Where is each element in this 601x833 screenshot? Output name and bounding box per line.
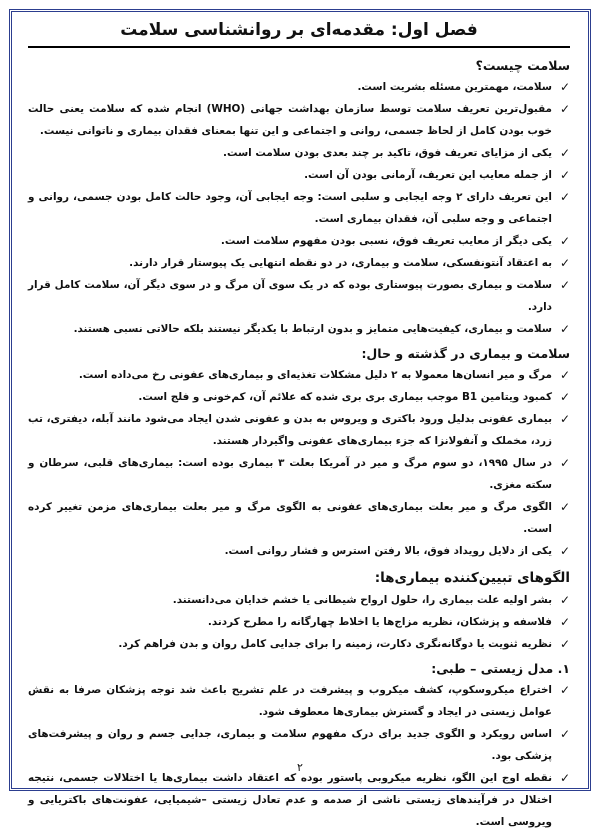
list-item-text: مقبول‌ترین تعریف سلامت توسط سازمان بهداشت جهانی (WHO) انجام شده که سلامت یعنی حالت خوب بودن کامل از لحاظ جسمی، روانی و اجتماعی و این تنها بمعنای فقدان بیماری و ناتوانی نیست. (28, 103, 552, 137)
list-item (28, 496, 570, 540)
check-icon: ✓ (559, 615, 570, 629)
list-item (28, 318, 570, 340)
list-item-text: سلامت و بیماری، کیفیت‌هایی متمایز و بدون ارتباط با یکدیگر نیستند بلکه حالاتی نسبی هستند. (73, 323, 552, 335)
list-item-text: به اعتقاد آنتونفسکی، سلامت و بیماری، در دو نقطه انتهایی یک پیوستار قرار دارند. (129, 257, 552, 269)
check-icon: ✓ (559, 190, 570, 204)
list-item (28, 230, 570, 252)
check-icon: ✓ (559, 727, 570, 741)
list-item-text: بیماری عفونی بدلیل ورود باکتری و ویروس به بدن و عفونی شدن ایجاد می‌شود مانند آبله، دیفتری، تب زرد، مخملک و آنفولانزا که جزء بیماری‌های عفونی واگیردار هستند. (28, 413, 552, 447)
bullet-list (28, 76, 570, 340)
section-heading: سلامت و بیماری در گذشته و حال: (361, 346, 570, 361)
list-item-text: الگوی مرگ و میر بعلت بیماری‌های عفونی به الگوی مرگ و میر بعلت بیماری‌های مزمن تغییر کرده است. (28, 501, 552, 535)
bullet-list (28, 364, 570, 562)
list-item (28, 679, 570, 723)
list-item-text: نقطه اوج این الگو، نظریه میکروبی پاستور بوده که اعتقاد داشت بیماری‌ها یا اختلالات جسمی، نتیجه اختلال در فرآیندهای زیستی ناشی از صدمه و عدم تعادل زیستی –شیمیایی، عفونت‌های باکتریایی و ویروسی است. (28, 772, 552, 828)
list-item-text: یکی از مزایای تعریف فوق، تاکید بر چند بعدی بودن سلامت است. (223, 147, 552, 159)
check-icon: ✓ (559, 234, 570, 248)
list-item (28, 186, 570, 230)
page-frame (9, 9, 591, 828)
list-item-text: سلامت، مهمترین مسئله بشریت است. (357, 81, 552, 93)
document-content (28, 20, 570, 828)
check-icon: ✓ (559, 412, 570, 426)
list-item (28, 164, 570, 186)
section-heading: سلامت چیست؟ (475, 58, 570, 73)
check-icon: ✓ (559, 168, 570, 182)
section-heading: ۱. مدل زیستی – طبی: (431, 661, 570, 676)
list-item (28, 452, 570, 496)
list-item-text: یکی از دلایل رویداد فوق، بالا رفتن استرس و فشار روانی است. (224, 545, 552, 557)
bullet-list (28, 589, 570, 655)
list-item-text: بشر اولیه علت بیماری را، حلول ارواح شیطانی یا خشم خدایان می‌دانستند. (172, 594, 552, 606)
list-item (28, 386, 570, 408)
check-icon: ✓ (559, 593, 570, 607)
list-item (28, 364, 570, 386)
list-item-text: سلامت و بیماری بصورت پیوستاری بوده که در یک سوی آن مرگ و در سوی دیگر آن، سلامت کامل قرار دارد. (28, 279, 552, 313)
list-item (28, 142, 570, 164)
list-item (28, 76, 570, 98)
list-item-text: کمبود ویتامین B1 موجب بیماری بری بری شده که علائم آن، کم‌خونی و فلج است. (138, 391, 552, 403)
check-icon: ✓ (559, 256, 570, 270)
check-icon: ✓ (559, 637, 570, 651)
check-icon: ✓ (559, 771, 570, 785)
list-item (28, 540, 570, 562)
list-item-text: یکی دیگر از معایب تعریف فوق، نسبی بودن مفهوم سلامت است. (220, 235, 552, 247)
check-icon: ✓ (559, 80, 570, 94)
list-item-text: اختراع میکروسکوپ، کشف میکروب و پیشرفت در علم تشریح باعث شد توجه پزشکان صرفا به نقش عوامل زیستی در ایجاد و گسترش بیماری‌ها معطوف شود. (28, 684, 552, 718)
check-icon: ✓ (559, 456, 570, 470)
list-item (28, 408, 570, 452)
list-item (28, 633, 570, 655)
check-icon: ✓ (559, 390, 570, 404)
section-heading: الگوهای تبیین‌کننده بیماری‌ها: (374, 570, 570, 586)
check-icon: ✓ (559, 368, 570, 382)
check-icon: ✓ (559, 500, 570, 514)
list-item-text: از جمله معایب این تعریف، آرمانی بودن آن است. (304, 169, 552, 181)
check-icon: ✓ (559, 102, 570, 116)
check-icon: ✓ (559, 683, 570, 697)
check-icon: ✓ (559, 322, 570, 336)
sections-container (28, 58, 570, 833)
list-item (28, 98, 570, 142)
page-number: ۲ (297, 761, 303, 774)
bullet-list (28, 679, 570, 833)
list-item (28, 611, 570, 633)
check-icon: ✓ (559, 146, 570, 160)
check-icon: ✓ (559, 278, 570, 292)
list-item-text: فلاسفه و پزشکان، نظریه مزاج‌ها یا اخلاط چهارگانه را مطرح کردند. (207, 616, 552, 628)
list-item-text: اساس رویکرد و الگوی جدید برای درک مفهوم سلامت و بیماری، جدایی جسم و روان و پیشرفت‌های پزشکی بود. (28, 728, 552, 762)
list-item (28, 767, 570, 833)
page-title: فصل اول: مقدمه‌ای بر روانشناسی سلامت (28, 20, 570, 48)
list-item-text: نظریه ثنویت یا دوگانه‌نگری دکارت، زمینه را برای جدایی کامل روان و بدن فراهم کرد. (118, 638, 552, 650)
check-icon: ✓ (559, 544, 570, 558)
list-item (28, 274, 570, 318)
list-item (28, 589, 570, 611)
list-item-text: این تعریف دارای ۲ وجه ایجابی و سلبی است: وجه ایجابی آن، وجود حالت کامل بودن جسمی، روانی و اجتماعی و وجه سلبی آن، فقدان بیماری است. (28, 191, 552, 225)
list-item-text: در سال ۱۹۹۵، دو سوم مرگ و میر در آمریکا بعلت ۳ بیماری بوده است: بیماری‌های قلبی، سرطان و سکته مغزی. (28, 457, 552, 491)
list-item-text: مرگ و میر انسان‌ها معمولا به ۲ دلیل مشکلات تغذیه‌ای و بیماری‌های عفونی رخ می‌داده است. (78, 369, 552, 381)
list-item (28, 252, 570, 274)
